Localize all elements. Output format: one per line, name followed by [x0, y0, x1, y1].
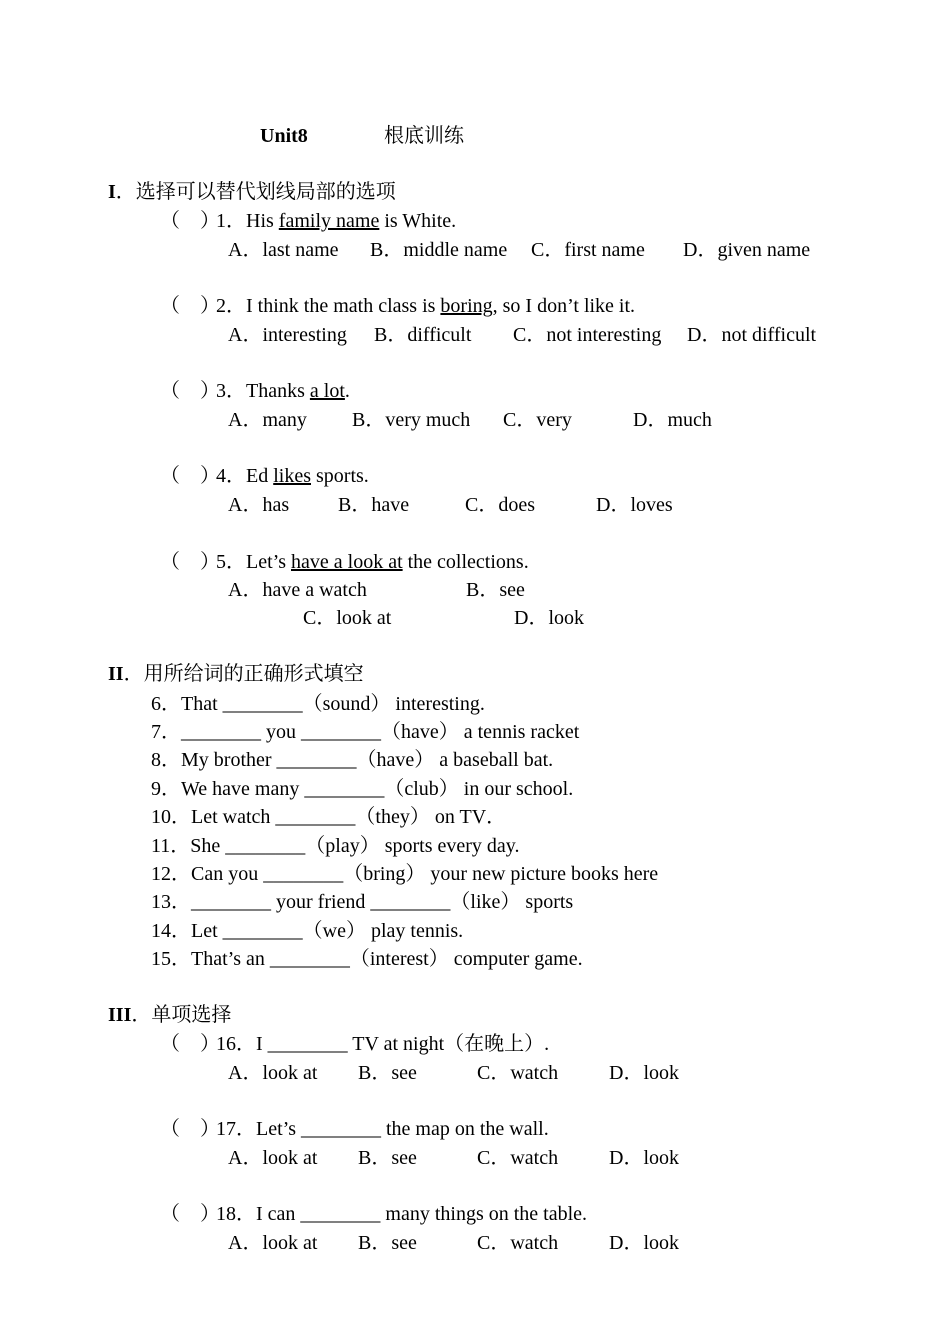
question-1-post: is White. [379, 210, 457, 232]
question-18-paren: （ ） [160, 1203, 220, 1225]
option-17b: B．see [358, 1147, 417, 1169]
option-5d: D．look [514, 607, 584, 629]
option-1c: C．first name [531, 239, 645, 261]
option-3b: B．very much [352, 409, 471, 431]
option-2a: A．interesting [228, 324, 347, 346]
question-4-number: 4． [216, 465, 246, 487]
section-2-numeral: II [108, 663, 124, 685]
question-2 [216, 294, 635, 318]
question-5-paren: （ ） [160, 551, 220, 573]
question-16: 16．I ________ TV at night（在晚上）. [216, 1033, 550, 1055]
option-16d: D．look [609, 1062, 679, 1084]
question-2-underlined: boring [440, 295, 493, 317]
question-5-post: the collections. [402, 551, 529, 573]
option-3c: C．very [503, 409, 572, 431]
question-3-number: 3． [216, 380, 246, 402]
option-4c: C．does [465, 494, 535, 516]
fill-item-8: 8．My brother ________（have） a baseball bat. [151, 749, 554, 771]
section-1-numeral: I [108, 181, 116, 203]
section-3-title: ．单项选择 [131, 1004, 232, 1026]
question-16-paren: （ ） [160, 1033, 220, 1055]
question-4-pre: Ed [246, 465, 274, 487]
option-16b: B．see [358, 1062, 417, 1084]
question-18: 18．I can ________ many things on the table. [216, 1203, 588, 1225]
option-5a: A．have a watch [228, 579, 367, 601]
option-17c: C．watch [477, 1147, 559, 1169]
option-17d: D．look [609, 1147, 679, 1169]
section-1-heading [108, 180, 396, 204]
option-18d: D．look [609, 1232, 679, 1254]
question-2-paren: （ ） [160, 295, 220, 317]
question-2-pre: I think the math class is [246, 295, 441, 317]
question-4-post: sports. [311, 465, 369, 487]
question-4-underlined: likes [273, 465, 311, 487]
option-16c: C．watch [477, 1062, 559, 1084]
question-1-underlined: family name [278, 210, 380, 232]
option-2c: C．not interesting [513, 324, 662, 346]
section-1-title: ．选择可以替代划线局部的选项 [115, 181, 396, 203]
section-3-numeral: III [108, 1004, 132, 1026]
question-4 [216, 464, 369, 488]
fill-item-14: 14．Let ________（we） play tennis. [151, 920, 464, 942]
question-5-pre: Let’s [246, 551, 291, 573]
question-3-paren: （ ） [160, 380, 220, 402]
question-3-post: . [344, 380, 350, 402]
question-4-paren: （ ） [160, 465, 220, 487]
fill-item-15: 15．That’s an ________（interest） computer game. [151, 948, 583, 970]
question-1-number: 1． [216, 210, 246, 232]
question-3 [216, 379, 350, 403]
question-2-post: , so I don’t like it. [492, 295, 636, 317]
fill-item-9: 9．We have many ________（club） in our school. [151, 778, 574, 800]
option-3d: D．much [633, 409, 712, 431]
section-3-heading [108, 1003, 231, 1027]
option-5b: B．see [466, 579, 525, 601]
section-2-title: ．用所给词的正确形式填空 [123, 663, 364, 685]
option-2d: D．not difficult [687, 324, 817, 346]
option-4a: A．has [228, 494, 290, 516]
unit-title: Unit8 [260, 125, 308, 147]
question-17: 17．Let’s ________ the map on the wall. [216, 1118, 549, 1140]
question-5-number: 5． [216, 551, 246, 573]
question-1-pre: His [246, 210, 279, 232]
fill-item-13: 13．________ your friend ________（like） sports [151, 891, 574, 913]
question-5-underlined: have a look at [291, 551, 403, 573]
option-1d: D．given name [683, 239, 811, 261]
question-1-paren: （ ） [160, 210, 220, 232]
option-4b: B．have [338, 494, 410, 516]
option-18a: A．look at [228, 1232, 318, 1254]
fill-item-10: 10．Let watch ________（they） on TV． [151, 806, 507, 828]
question-17-paren: （ ） [160, 1118, 220, 1140]
option-1a: A．last name [228, 239, 339, 261]
fill-item-11: 11．She ________（play） sports every day. [151, 835, 520, 857]
option-3a: A．many [228, 409, 307, 431]
question-5 [216, 550, 529, 574]
question-3-underlined: a lot [309, 380, 345, 402]
option-16a: A．look at [228, 1062, 318, 1084]
fill-item-12: 12．Can you ________（bring） your new picture books here [151, 863, 659, 885]
question-2-number: 2． [216, 295, 246, 317]
option-1b: B．middle name [370, 239, 508, 261]
fill-item-7: 7．________ you ________（have） a tennis racket [151, 721, 580, 743]
option-4d: D．loves [596, 494, 673, 516]
option-5c: C．look at [303, 607, 392, 629]
fill-item-6: 6．That ________（sound） interesting. [151, 693, 485, 715]
section-2-heading [108, 662, 364, 686]
option-18b: B．see [358, 1232, 417, 1254]
option-17a: A．look at [228, 1147, 318, 1169]
question-1 [216, 209, 456, 233]
question-3-pre: Thanks [246, 380, 310, 402]
page-subtitle: 根底训练 [384, 125, 464, 147]
option-18c: C．watch [477, 1232, 559, 1254]
option-2b: B．difficult [374, 324, 472, 346]
